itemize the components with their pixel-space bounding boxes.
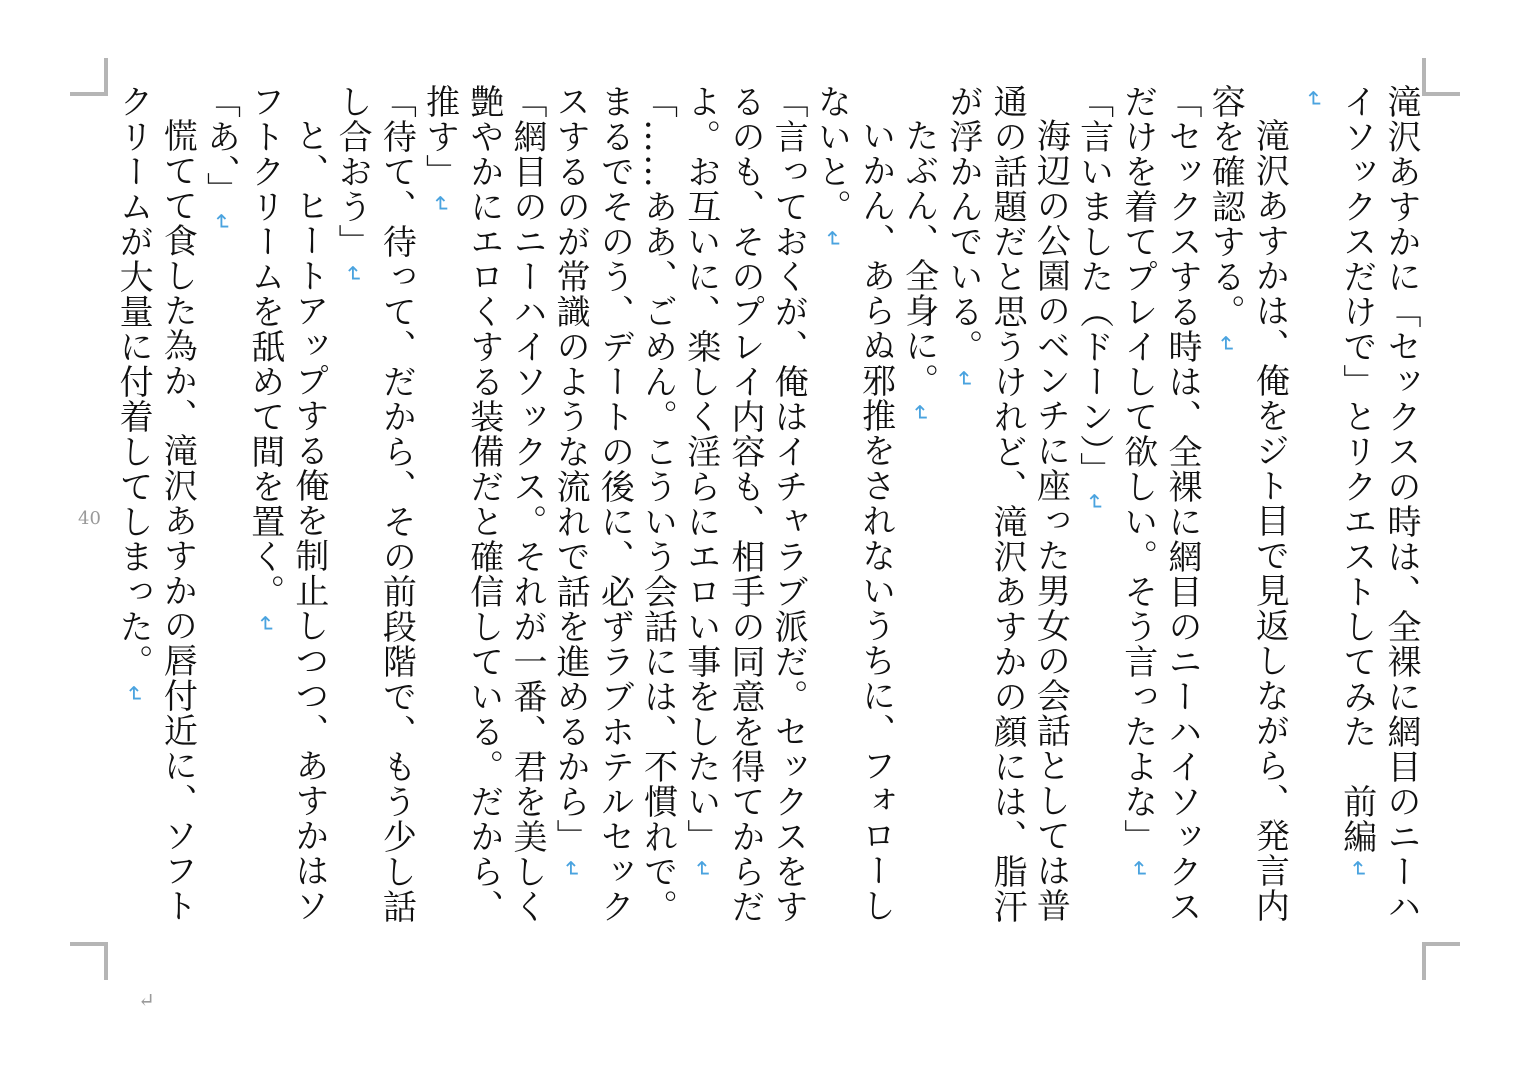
paragraph-return-icon: ↵ — [340, 265, 366, 285]
margin-corner-bottom-right — [1422, 942, 1460, 980]
paragraph-dialogue — [330, 84, 417, 954]
paragraph-dialogue — [417, 84, 548, 954]
end-of-document-mark: ↵ — [138, 988, 155, 1012]
paragraph — [1203, 84, 1290, 954]
paragraph-text: 「待て、待って、だから、その前段階で、もう少し話し合おう」 — [332, 84, 417, 924]
paragraph-text: 「あ、」 — [200, 84, 241, 207]
paragraph-text: 慌てて食した為か、滝沢あすかの唇付近に、ソフトクリームが大量に付着してしまった。 — [113, 84, 198, 923]
paragraph-dialogue — [1116, 84, 1203, 954]
vertical-text-flow[interactable] — [112, 84, 1422, 954]
paragraph-return-icon: ↵ — [1125, 860, 1151, 880]
margin-corner-bottom-left — [70, 942, 108, 980]
paragraph-return-icon: ↵ — [252, 615, 278, 635]
paragraph-text: 滝沢あすかは、俺をジト目で見返しながら、発言内容を確認する。 — [1205, 84, 1290, 923]
paragraph-dialogue — [1071, 84, 1115, 954]
margin-corner-top-left — [70, 58, 108, 96]
paragraph-text: 海辺の公園のベンチに座った男女の会話としては普通の話題だと思うけれど、滝沢あすかの顔には、脂汗が浮かんでいる。 — [942, 84, 1071, 924]
paragraph-dialogue — [679, 84, 810, 954]
paragraph-dialogue — [548, 84, 679, 954]
paragraph-return-icon: ↵ — [427, 195, 453, 215]
paragraph-text: 「網目のニーハイソックス。それが一番、君を美しく艶やかにエロくする装備だと確信している。だから、推す」 — [419, 84, 547, 924]
paragraph — [112, 84, 198, 954]
paragraph-return-icon: ↵ — [1213, 335, 1239, 355]
paragraph-text: 「言いました（ドーン）」 — [1073, 84, 1114, 487]
paragraph — [809, 84, 896, 954]
paragraph-text: 「セックスする時は、全裸に網目のニーハイソックスだけを着てプレイして欲しい。そう言ったよな」 — [1117, 84, 1202, 924]
paragraph-return-icon: ↵ — [950, 370, 976, 390]
paragraph — [243, 84, 330, 954]
body-text-area[interactable] — [112, 84, 1422, 954]
paragraph-return-icon: ↵ — [208, 213, 234, 233]
paragraph-return-icon: ↵ — [1081, 493, 1107, 513]
paragraph-return-icon: ↵ — [1300, 90, 1326, 110]
paragraph-return-icon: ↵ — [906, 404, 932, 424]
paragraph-empty — [1290, 84, 1334, 954]
paragraph — [941, 84, 1072, 954]
paragraph-text: 「言っておくが、俺はイチャラブ派だ。セックスをするのも、そのプレイ内容も、相手の同意を得てからだよ。お互いに、楽しく淫らにエロい事をしたい」 — [680, 84, 809, 924]
paragraph-text: 滝沢あすかに「セックスの時は、全裸に網目のニーハイソックスだけで」とリクエストしてみた 前編 — [1336, 84, 1421, 924]
paragraph-text: いかん、あらぬ邪推をされないうちに、フォローしないと。 — [811, 84, 896, 923]
paragraph-return-icon: ↵ — [1344, 860, 1370, 880]
paragraph-return-icon: ↵ — [819, 230, 845, 250]
paragraph-return-icon: ↵ — [558, 860, 584, 880]
paragraph-text: 「……ああ、ごめん。こういう会話には、不慣れで。まるでそのう、デートの後に、必ずラブホテルセックスするのが常識のような流れで話を進めるから」 — [550, 84, 678, 924]
page-number: 40 — [78, 508, 101, 529]
margin-corner-top-right — [1422, 58, 1460, 96]
paragraph-return-icon: ↵ — [121, 685, 147, 705]
paragraph-dialogue — [198, 84, 242, 954]
paragraph-text: たぶん、全身に。 — [898, 118, 939, 398]
paragraph-return-icon: ↵ — [688, 860, 714, 880]
paragraph-text: と、ヒートアップする俺を制止しつつ、あすかはソフトクリームを舐めて間を置く。 — [244, 84, 329, 923]
paragraph-title — [1335, 84, 1422, 954]
paragraph — [897, 84, 941, 954]
